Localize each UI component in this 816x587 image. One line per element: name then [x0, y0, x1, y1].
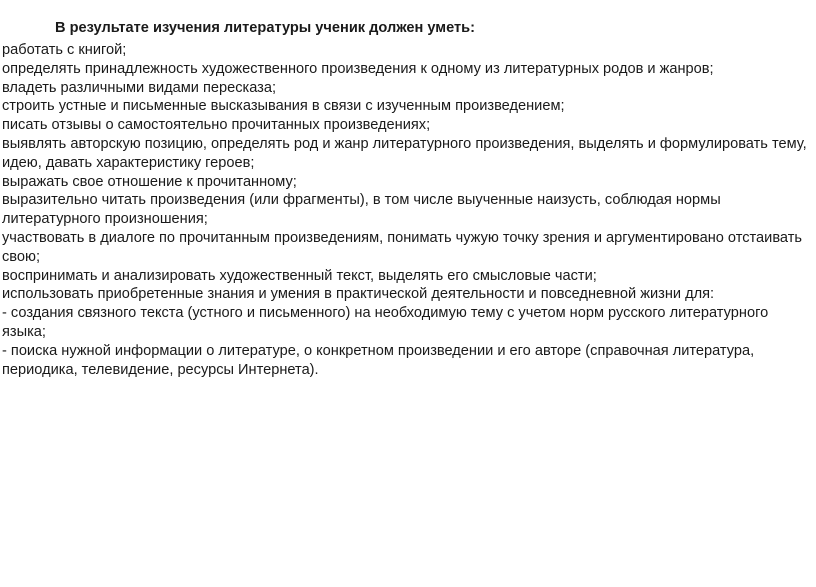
- list-item: использовать приобретенные знания и умения в практической деятельности и повседневной жизни для:: [2, 286, 715, 303]
- list-item: работать с книгой;: [2, 42, 127, 58]
- skills-list: [2, 41, 808, 379]
- list-item: выявлять авторскую позицию, определять род и жанр литературного произведения, выделять и формулировать тему, идею, давать характеристику героев;: [2, 135, 807, 171]
- list-item: писать отзывы о самостоятельно прочитанных произведениях;: [2, 117, 431, 134]
- list-item: определять принадлежность художественного произведения к одному из литературных родов и жанров;: [2, 60, 714, 77]
- list-item: выражать свое отношение к прочитанному;: [2, 173, 297, 190]
- list-item: владеть различными видами пересказа;: [2, 79, 277, 96]
- list-item: - создания связного текста (устного и письменного) на необходимую тему с учетом норм русского литературного языка;: [2, 305, 769, 340]
- list-item: выразительно читать произведения (или фрагменты), в том числе выученные наизусть, соблюдая нормы литературного произношения;: [2, 192, 721, 228]
- list-item: - поиска нужной информации о литературе, о конкретном произведении и его авторе (справочная литература, периодика, телевидение, ресурсы Интернета).: [2, 342, 755, 378]
- list-item: участвовать в диалоге по прочитанным произведениям, понимать чужую точку зрения и аргументировано отстаивать свою;: [2, 229, 802, 265]
- list-item: строить устные и письменные высказывания в связи с изученным произведением;: [2, 98, 565, 115]
- list-item: воспринимать и анализировать художественный текст, выделять его смысловые части;: [2, 267, 597, 284]
- document-heading: В результате изучения литературы ученик должен уметь:: [55, 20, 476, 36]
